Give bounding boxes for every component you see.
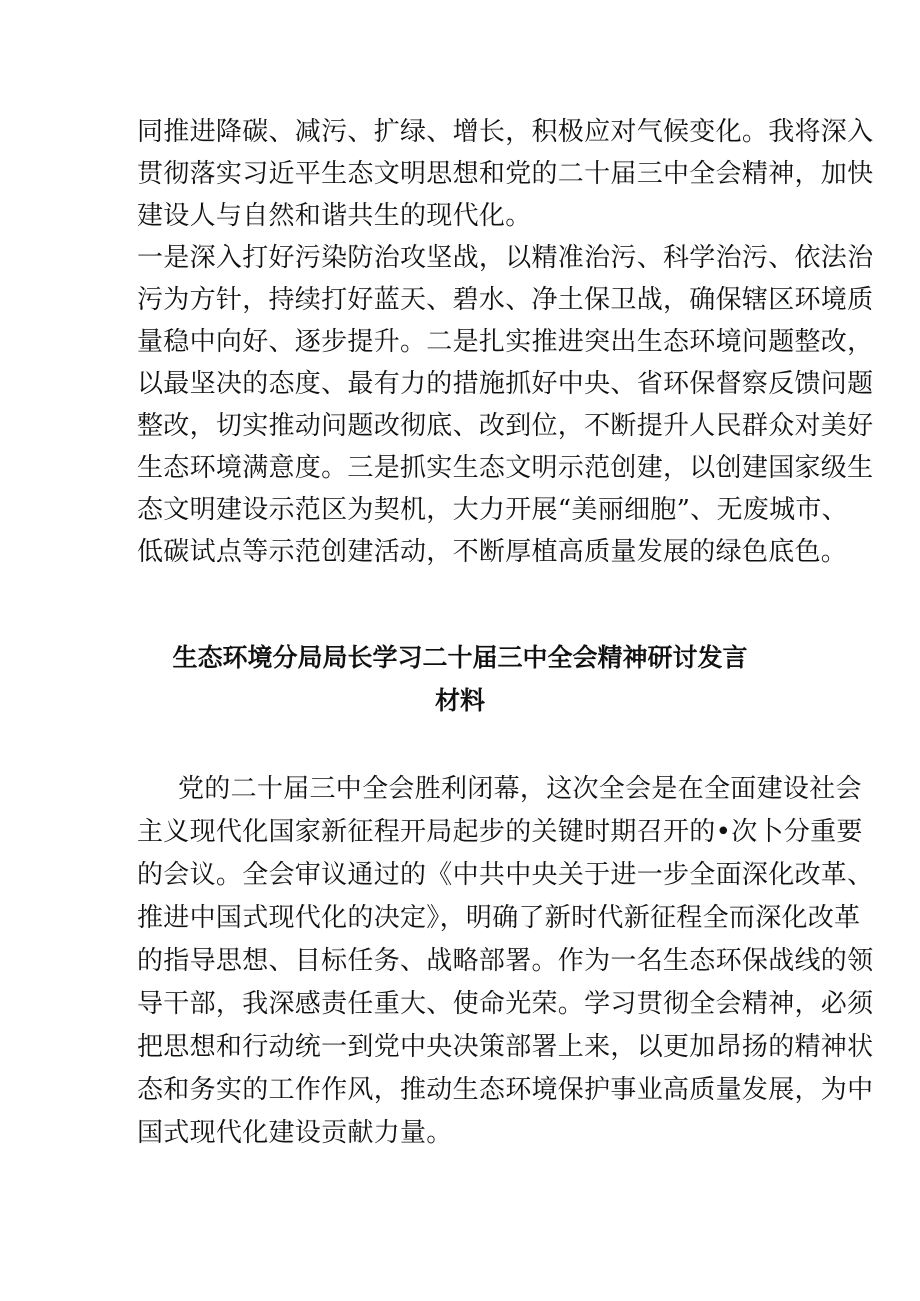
title-line-1: 生态环境分局局长学习二十届三中全会精神研讨发言 <box>172 643 748 672</box>
text-line: 把思想和行动统一到党中央决策部署上来，以更加昂扬的精神状 <box>137 1032 874 1062</box>
text-line: 整改，切实推动问题改彻底、改到位，不断提升人民群众对美好 <box>137 411 874 441</box>
text-line: 导干部，我深感责任重大、使命光荣。学习贯彻全会精神，必须 <box>137 989 874 1019</box>
text-line: 低碳试点等示范创建活动，不断厚植高质量发展的绿色底色。 <box>137 537 848 567</box>
text-line: 以最坚决的态度、最有力的措施抓好中央、省环保督察反馈问题 <box>137 369 874 399</box>
text-line: 态文明建设示范区为契机，大力开展“美丽细胞”、无废城市、 <box>137 495 848 525</box>
text-line: 贯彻落实习近平生态文明思想和党的二十届三中全会精神，加快 <box>137 159 874 189</box>
text-line: 一是深入打好污染防治攻坚战，以精准治污、科学治污、依法治 <box>137 243 874 273</box>
text-line: 主义现代化国家新征程开局起步的关键时期召开的•次卜分重要 <box>137 817 863 847</box>
text-line: 党的二十届三中全会胜利闭幕，这次全会是在全面建设社会 <box>178 774 862 804</box>
text-line: 国式现代化建设贡献力量。 <box>137 1118 453 1148</box>
text-line: 的会议。全会审议通过的《中共中央关于进一步全面深化改革、 <box>137 860 874 890</box>
text-line: 生态环境满意度。三是抓实生态文明示范创建，以创建国家级生 <box>137 453 874 483</box>
text-line: 建设人与自然和谐共生的现代化。 <box>137 201 532 231</box>
text-line: 推进中国式现代化的决定》，明确了新时代新征程全而深化改革 <box>137 903 861 933</box>
title-line-2: 材料 <box>434 686 485 715</box>
text-line: 量稳中向好、逐步提升。二是扎实推进突出生态环境问题整改， <box>137 327 874 357</box>
text-line: 的指导思想、目标任务、战略部署。作为一名生态环保战线的领 <box>137 946 874 976</box>
text-line: 态和务实的工作作风，推动生态环境保护事业高质量发展，为中 <box>137 1075 874 1105</box>
text-line: 污为方针，持续打好蓝天、碧水、净土保卫战，确保辖区环境质 <box>137 285 874 315</box>
text-line: 同推进降碳、减污、扩绿、增长，积极应对气候变化。我将深入 <box>137 117 874 147</box>
